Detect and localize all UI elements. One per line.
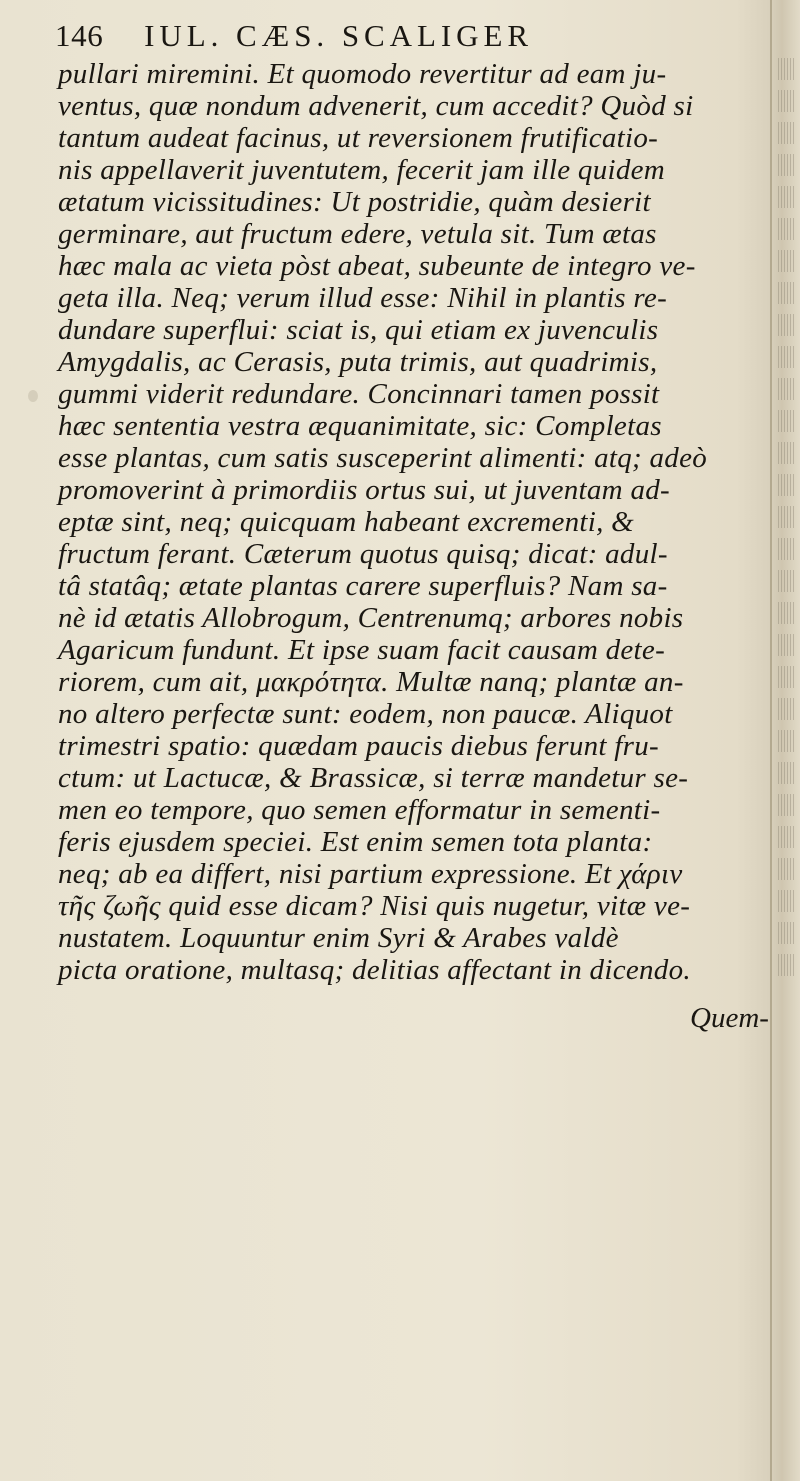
text-line: tâ statâq; ætate plantas carere superfluis? Nam sa- bbox=[58, 570, 668, 602]
text-line: tantum audeat facinus, ut reversionem frutificatio- bbox=[58, 122, 659, 154]
paper-stain bbox=[28, 390, 38, 402]
text-line: geta illa. Neq; verum illud esse: Nihil in plantis re- bbox=[58, 282, 668, 314]
running-title: IUL. CÆS. SCALIGER bbox=[144, 18, 534, 53]
catchword: Quem- bbox=[690, 1002, 769, 1034]
page-number: 146 bbox=[55, 18, 104, 53]
text-line: promoverint à primordiis ortus sui, ut juventam ad- bbox=[58, 474, 670, 506]
text-line: men eo tempore, quo semen efformatur in sementi- bbox=[58, 794, 661, 826]
text-line: trimestri spatio: quædam paucis diebus ferunt fru- bbox=[58, 730, 659, 762]
text-line: fructum ferant. Cæterum quotus quisq; dicat: adul- bbox=[58, 538, 668, 570]
text-line: pullari miremini. Et quomodo revertitur ad eam ju- bbox=[58, 58, 667, 90]
text-line: esse plantas, cum satis susceperint alimenti: atq; adeò bbox=[58, 442, 708, 474]
text-line: hæc mala ac vieta pòst abeat, subeunte de integro ve- bbox=[58, 250, 696, 282]
text-line: germinare, aut fructum edere, vetula sit. Tum ætas bbox=[58, 218, 657, 250]
text-line: no altero perfectæ sunt: eodem, non paucæ. Aliquot bbox=[58, 698, 673, 730]
text-line: Amygdalis, ac Cerasis, puta trimis, aut quadrimis, bbox=[58, 346, 658, 378]
text-line: riorem, cum ait, μακρότητα. Multæ nanq; plantæ an- bbox=[58, 666, 684, 698]
gutter-line bbox=[770, 0, 772, 1481]
text-block bbox=[58, 58, 770, 986]
page-header bbox=[55, 18, 755, 56]
text-line: feris ejusdem speciei. Est enim semen tota planta: bbox=[58, 826, 653, 858]
text-line: Agaricum fundunt. Et ipse suam facit causam dete- bbox=[58, 634, 666, 666]
text-line: neq; ab ea differt, nisi partium expressione. Et χάριν bbox=[58, 858, 683, 890]
bleed-through-text bbox=[778, 58, 800, 976]
text-line: nè id ætatis Allobrogum, Centrenumq; arbores nobis bbox=[58, 602, 684, 634]
text-line: ventus, quæ nondum advenerit, cum accedit? Quòd si bbox=[58, 90, 694, 122]
text-line: hæc sententia vestra æquanimitate, sic: Completas bbox=[58, 410, 662, 442]
text-line: ctum: ut Lactucæ, & Brassicæ, si terræ mandetur se- bbox=[58, 762, 689, 794]
text-line: ætatum vicissitudines: Ut postridie, quàm desierit bbox=[58, 186, 651, 218]
text-line: picta oratione, multasq; delitias affectant in dicendo. bbox=[58, 954, 691, 986]
text-line: eptæ sint, neq; quicquam habeant excrementi, & bbox=[58, 506, 635, 538]
text-line: nis appellaverit juventutem, fecerit jam ille quidem bbox=[58, 154, 666, 186]
text-line: dundare superflui: sciat is, qui etiam ex juvenculis bbox=[58, 314, 659, 346]
text-line: nustatem. Loquuntur enim Syri & Arabes valdè bbox=[58, 922, 619, 954]
text-line: gummi viderit redundare. Concinnari tamen possit bbox=[58, 378, 660, 410]
text-line: τῆς ζωῆς quid esse dicam? Nisi quis nugetur, vitæ ve- bbox=[58, 890, 691, 922]
